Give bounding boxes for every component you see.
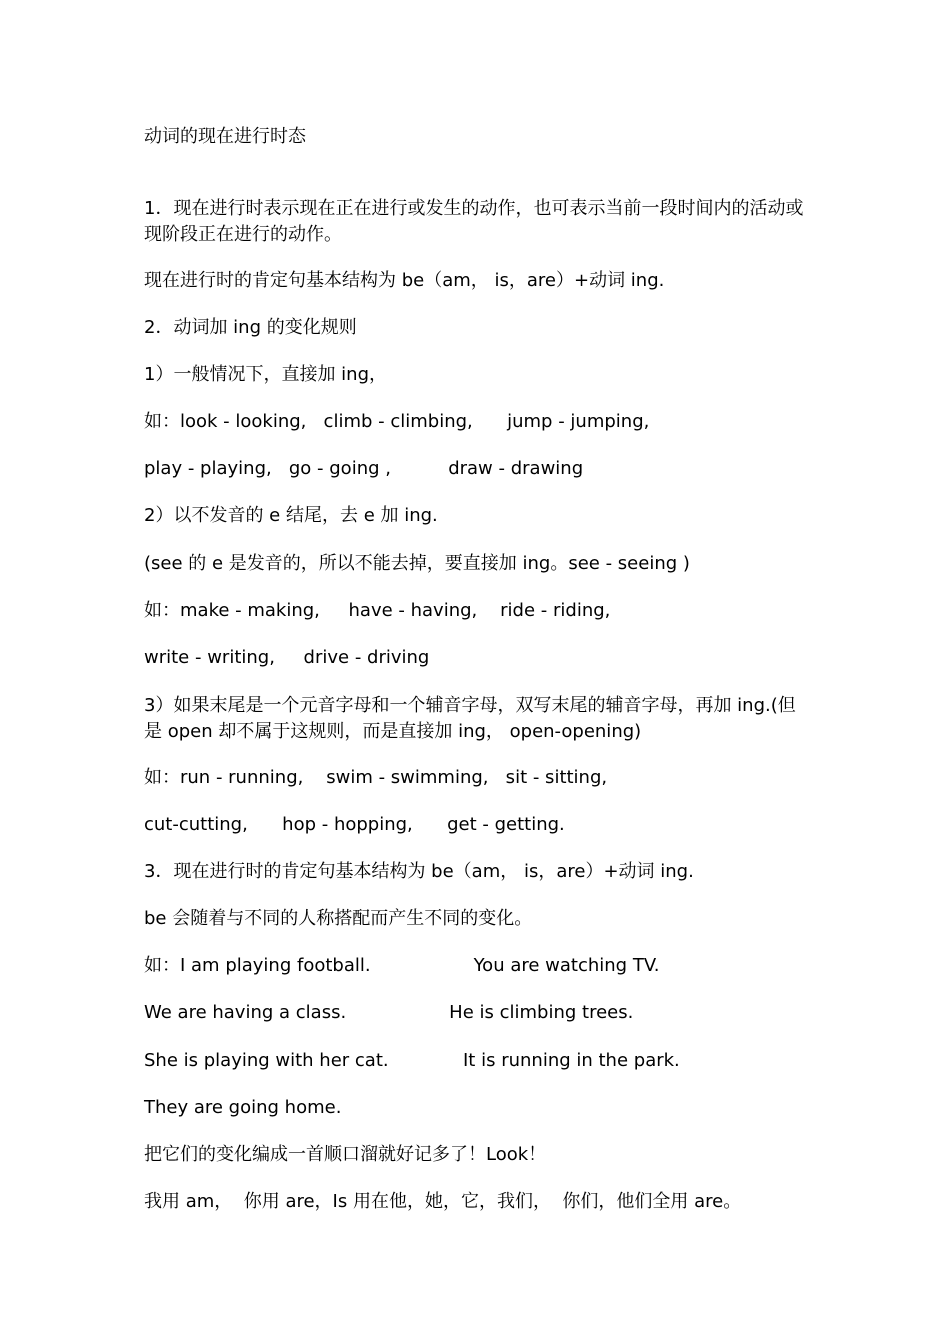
section-heading-ing-rules: 2．动词加 ing 的变化规则 [144, 317, 357, 338]
rule-2-heading: 2）以不发音的 e 结尾，去 e 加 ing. [144, 505, 438, 526]
be-example-line-1: 如：I am playing football. You are watching TV. [144, 955, 660, 976]
section-heading-be-structure: 3．现在进行时的肯定句基本结构为 be（am， is，are）+动词 ing. [144, 861, 694, 882]
be-example-line-2: We are having a class. He is climbing trees. [144, 1002, 634, 1023]
rule-1-heading: 1）一般情况下，直接加 ing， [144, 364, 388, 385]
rule-3-example-line-2: cut-cutting, hop - hopping, get - getting. [144, 814, 565, 835]
document-title: 动词的现在进行时态 [144, 126, 306, 147]
rule-2-note: (see 的 e 是发音的，所以不能去掉，要直接加 ing。see - seeing ) [144, 553, 690, 574]
be-example-line-4: They are going home. [144, 1097, 342, 1118]
rule-3-example-line-1: 如：run - running, swim - swimming, sit - sitting, [144, 767, 608, 788]
rule-3-heading: 3）如果末尾是一个元音字母和一个辅音字母，双写末尾的辅音字母，再加 ing.(但是 open 却不属于这规则，而是直接加 ing， open-opening) [144, 695, 796, 742]
be-example-line-3: She is playing with her cat. It is running in the park. [144, 1050, 680, 1071]
paragraph-structure: 现在进行时的肯定句基本结构为 be（am， is，are）+动词 ing. [144, 270, 665, 291]
rhyme-text: 我用 am， 你用 are，Is 用在他，她，它，我们， 你们，他们全用 are。 [144, 1191, 742, 1212]
rule-2-example-line-2: write - writing, drive - driving [144, 647, 430, 668]
rule-1-example-line-2: play - playing, go - going , draw - drawing [144, 458, 584, 479]
paragraph-be-changes: be 会随着与不同的人称搭配而产生不同的变化。 [144, 908, 533, 929]
rhyme-intro: 把它们的变化编成一首顺口溜就好记多了！Look！ [144, 1144, 547, 1165]
paragraph-definition: 1．现在进行时表示现在正在进行或发生的动作，也可表示当前一段时间内的活动或现阶段正在进行的动作。 [144, 198, 804, 245]
rule-1-example-line-1: 如：look - looking, climb - climbing, jump - jumping, [144, 411, 650, 432]
document-page [144, 0, 814, 1344]
rule-2-example-line-1: 如：make - making, have - having, ride - riding, [144, 600, 611, 621]
